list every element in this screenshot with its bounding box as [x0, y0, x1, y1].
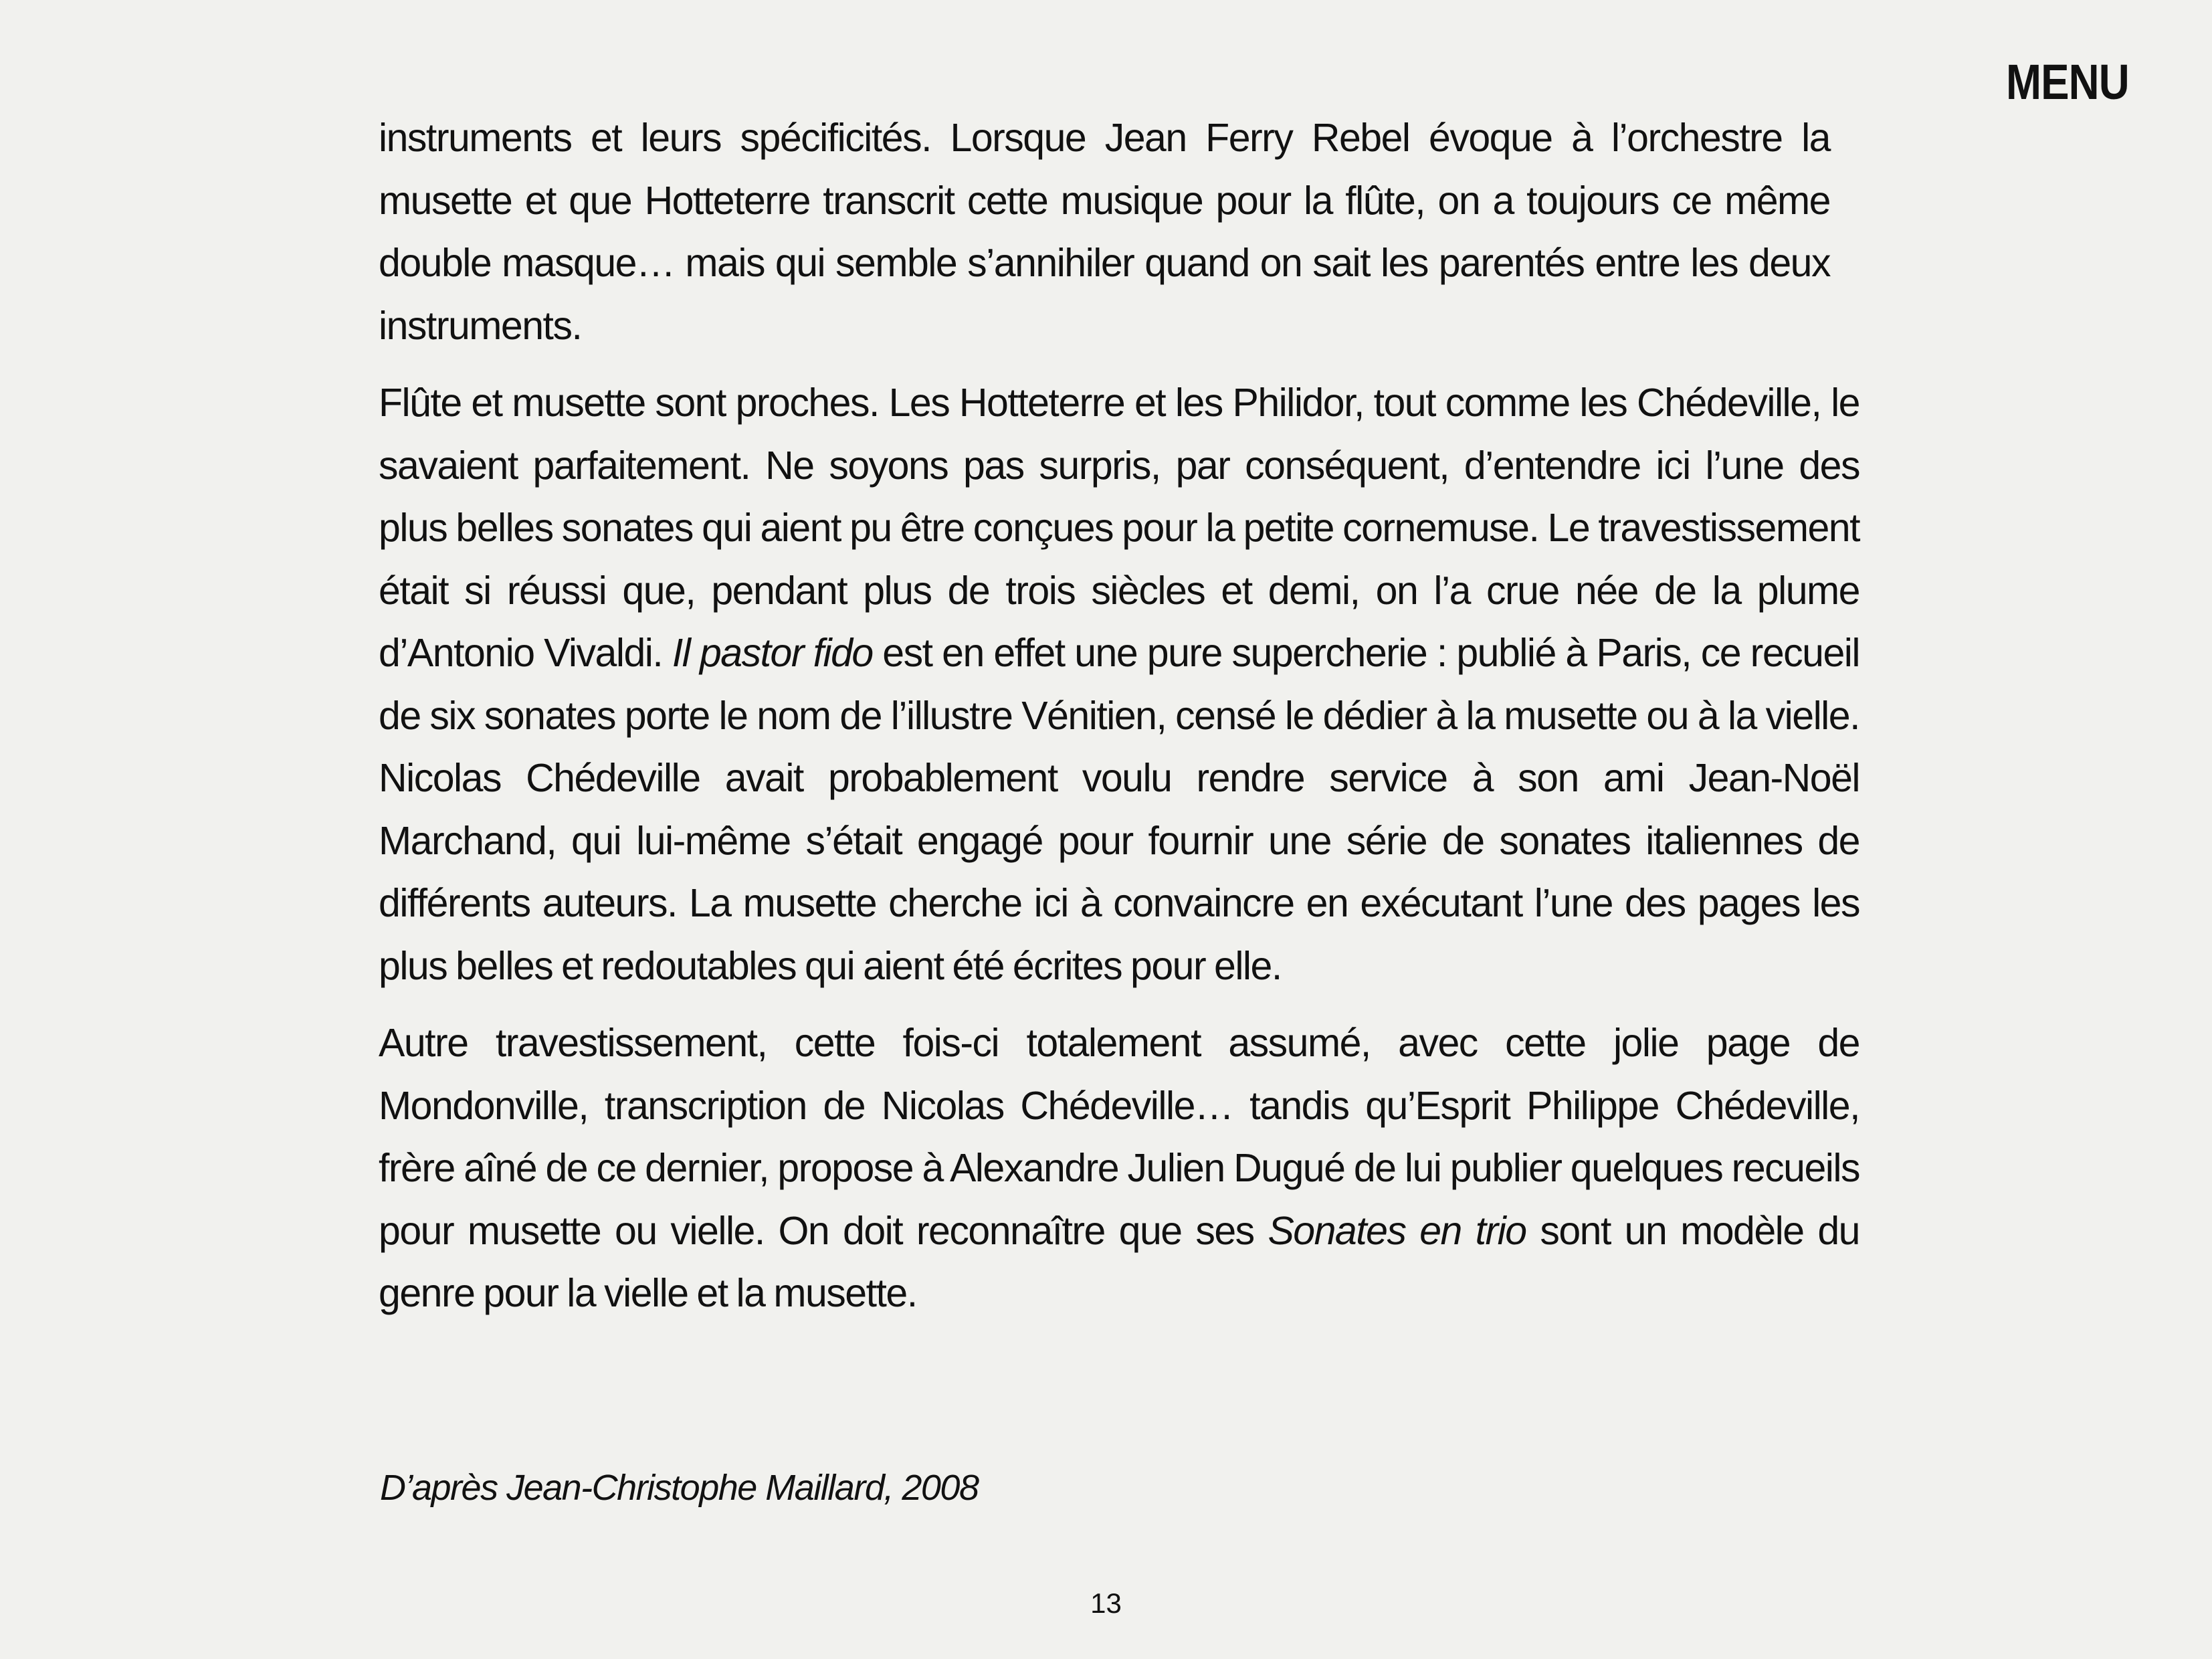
paragraph-3 [379, 1012, 1859, 1325]
work-title-il-pastor-fido: Il pastor fido [672, 631, 873, 675]
paragraph-2-text-start: Flûte et musette sont proches. Les Hotteterre et les Philidor, tout comme les Chédeville, le savaient parfaitement. Ne soyons pas surpris, par conséquent, d’entendre ici l’une des plus belles sonates qui aient pu être conçues pour la petite cornemuse. Le travestissement était si réussi que, pendant plus de trois siècles et demi, on l’a crue née de la plume d’Antonio Vivaldi. [379, 381, 1859, 675]
paragraph-3-text-start: Autre travestissement, cette fois-ci totalement assumé, avec cette jolie page de Mondonville, transcription de Nicolas Chédeville… tandis qu’Esprit Philippe Chédeville, frère aîné de ce dernier, propose à Alexandre Julien Dugué de lui publier quelques recueils pour musette ou vielle. On doit reconnaître que ses [379, 1021, 1859, 1253]
article-body [379, 107, 1859, 1340]
work-title-sonates-en-trio: Sonates en trio [1268, 1208, 1526, 1253]
paragraph-1: instruments et leurs spécificités. Lorsque Jean Ferry Rebel évoque à l’orchestre la musette et que Hotteterre transcrit cette musique pour la flûte, on a toujours ce même double masque… mais qui semble s’annihiler quand on sait les parentés entre les deux instruments. [379, 116, 1830, 348]
paragraph-2 [379, 372, 1859, 997]
paragraph-2-text-end: est en effet une pure supercherie : publié à Paris, ce recueil de six sonates porte le nom de l’illustre Vénitien, censé le dédier à la musette ou à la vielle. Nicolas Chédeville avait probablement voulu rendre service à son ami Jean-Noël Marchand, qui lui-même s’était engagé pour fournir une série de sonates italiennes de différents auteurs. La musette cherche ici à convaincre en exécutant l’une des pages les plus belles et redoutables qui aient été écrites pour elle. [379, 631, 1859, 988]
attribution: D’après Jean-Christophe Maillard, 2008 [380, 1468, 979, 1508]
menu-button[interactable]: MENU [2006, 54, 2129, 110]
page-number: 13 [1090, 1587, 1122, 1619]
paragraph-3-text-end: sont un modèle du genre pour la vielle et la musette. [379, 1208, 1859, 1315]
